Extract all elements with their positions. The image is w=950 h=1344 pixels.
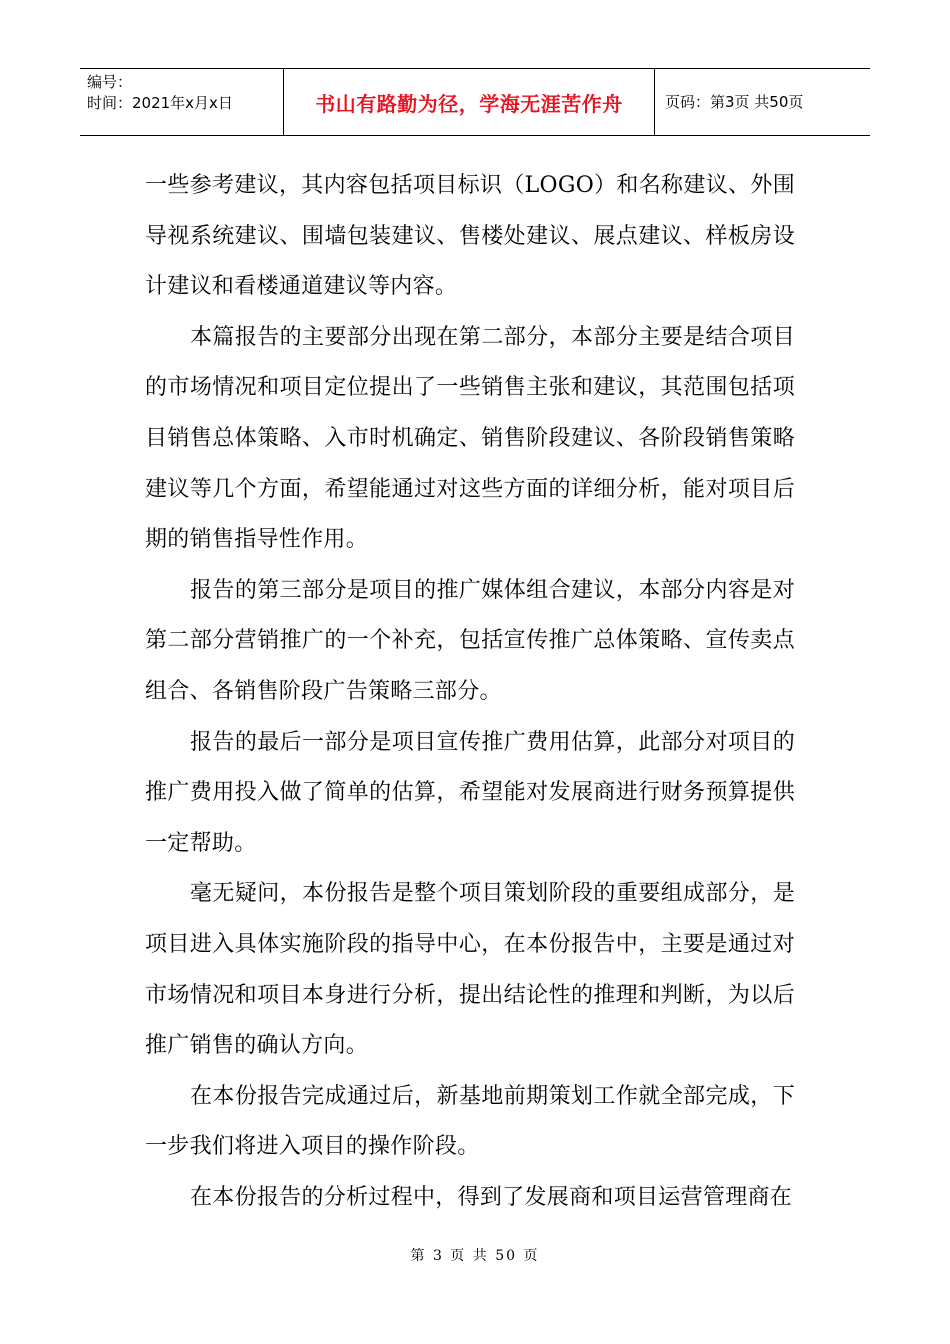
paragraph: 本篇报告的主要部分出现在第二部分，本部分主要是结合项目的市场情况和项目定位提出了一些销售主张和建议，其范围包括项目销售总体策略、入市时机确定、销售阶段建议、各阶段销售策略建议等几个方面，希望能通过对这些方面的详细分析，能对项目后期的销售指导性作用。 bbox=[145, 324, 795, 553]
header-page-info: 页码：第3页 共50页 bbox=[665, 92, 804, 111]
page-footer: 第 3 页 共 50 页 bbox=[410, 1248, 540, 1264]
paragraph: 一些参考建议，其内容包括项目标识（LOGO）和名称建议、外围导视系统建议、围墙包装建议、售楼处建议、展点建议、样板房设计建议和看楼通道建议等内容。 bbox=[145, 173, 795, 300]
header-page-cell bbox=[655, 69, 870, 135]
page-header bbox=[80, 68, 870, 136]
date-label: 时间：2021年x月x日 bbox=[87, 94, 233, 112]
header-meta bbox=[80, 69, 283, 135]
header-motto-cell bbox=[283, 69, 655, 135]
paragraph: 报告的第三部分是项目的推广媒体组合建议，本部分内容是对第二部分营销推广的一个补充，包括宣传推广总体策略、宣传卖点组合、各销售阶段广告策略三部分。 bbox=[145, 577, 795, 704]
header-motto: 书山有路勤为径，学海无涯苦作舟 bbox=[315, 91, 623, 116]
paragraph: 毫无疑问，本份报告是整个项目策划阶段的重要组成部分，是项目进入具体实施阶段的指导中心，在本份报告中，主要是通过对市场情况和项目本身进行分析，提出结论性的推理和判断，为以后推广销售的确认方向。 bbox=[145, 881, 795, 1059]
document-body bbox=[145, 161, 795, 1223]
serial-label: 编号： bbox=[87, 73, 133, 91]
paragraph: 在本份报告的分析过程中，得到了发展商和项目运营管理商在 bbox=[190, 1184, 793, 1210]
paragraph: 报告的最后一部分是项目宣传推广费用估算，此部分对项目的推广费用投入做了简单的估算，希望能对发展商进行财务预算提供一定帮助。 bbox=[145, 729, 795, 856]
paragraph: 在本份报告完成通过后，新基地前期策划工作就全部完成，下一步我们将进入项目的操作阶段。 bbox=[145, 1083, 795, 1160]
